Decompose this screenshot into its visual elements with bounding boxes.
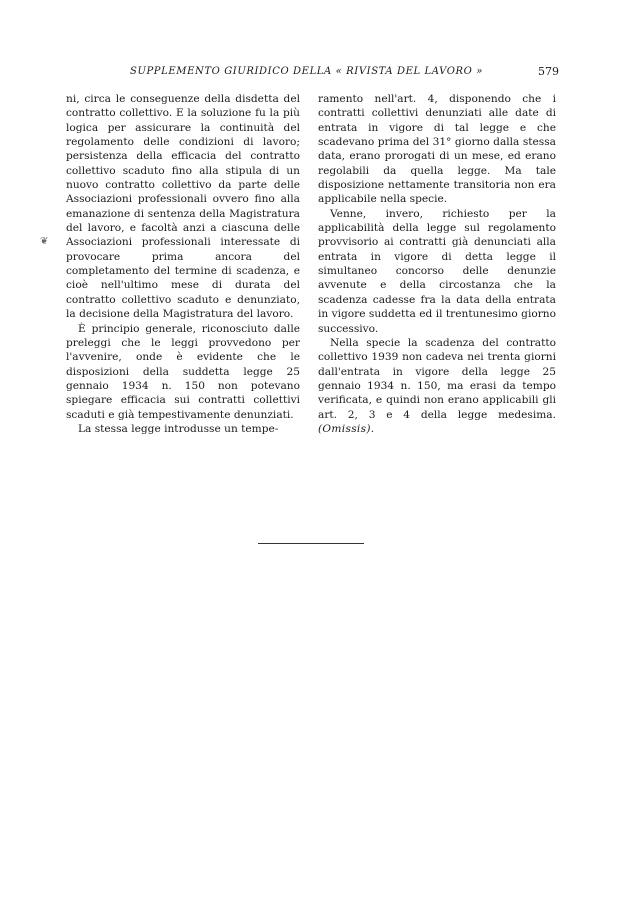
right-paragraph-3-text: Nella specie la scadenza del contratto collettivo 1939 non cadeva nei trenta giorni dall'entrata in vigore della legge 25 gennaio 1934 n. 150, ma erasi da tempo verificata, e quindi non erano applicabili gli art. 2, 3 e 4 della legge medesima. <box>318 336 556 421</box>
left-paragraph-3: La stessa legge introdusse un tempe- <box>78 422 279 435</box>
right-paragraph-3 <box>318 336 556 436</box>
page-number: 579 <box>538 65 559 78</box>
left-paragraph-1: ni, circa le conseguenze della disdetta del contratto collettivo. E la soluzione fu la più logica per assicurare la continuità del regolamento delle condizioni di lavoro; persistenza della efficacia del contratto collettivo scaduto fino alla stipula di un nuovo contratto collettivo da parte delle Associazioni professionali ovvero fino alla emanazione di sentenza della Magistratura del lavoro, e facoltà anzi a ciascuna delle Associazioni professionali interessate di provocare prima ancora del completamento del termine di scadenza, e cioè nell'ultimo mese di durata del contratto collettivo scaduto e denunziato, la decisione della Magistratura del lavoro. <box>66 93 300 321</box>
running-title: SUPPLEMENTO GIURIDICO DELLA « RIVISTA DEL LAVORO » <box>130 66 483 77</box>
section-divider <box>258 543 364 544</box>
left-column <box>66 92 300 436</box>
right-paragraph-2: Venne, invero, richiesto per la applicabilità della legge sul regolamento provvisorio ai contratti già denunciati alla entrata in vigore di detta legge il simultaneo concorso delle denunzie avvenute e della circostanza che la scadenza cadesse fra la data della entrata in vigore suddetta ed il trentunesimo giorno successivo. <box>318 207 556 335</box>
omissis-note: (Omissis). <box>318 422 375 435</box>
left-paragraph-2: È principio generale, riconosciuto dalle preleggi che le leggi provvedono per l'avvenire, onde è evidente che le disposizioni della suddetta legge 25 gennaio 1934 n. 150 non potevano spiegare efficacia sui contratti collettivi scaduti e già tempestivamente denunziati. <box>66 322 300 421</box>
right-column <box>318 92 556 436</box>
right-paragraph-1: ramento nell'art. 4, disponendo che i contratti collettivi denunziati alle date di entrata in vigore di tal legge e che scadevano prima del 31° giorno dalla stessa data, erano prorogati di un mese, ed erano regolabili da quella legge. Ma tale disposizione nettamente transitoria non era applicabile nella specie. <box>318 93 556 206</box>
margin-mark-icon: ❦ <box>40 236 49 247</box>
